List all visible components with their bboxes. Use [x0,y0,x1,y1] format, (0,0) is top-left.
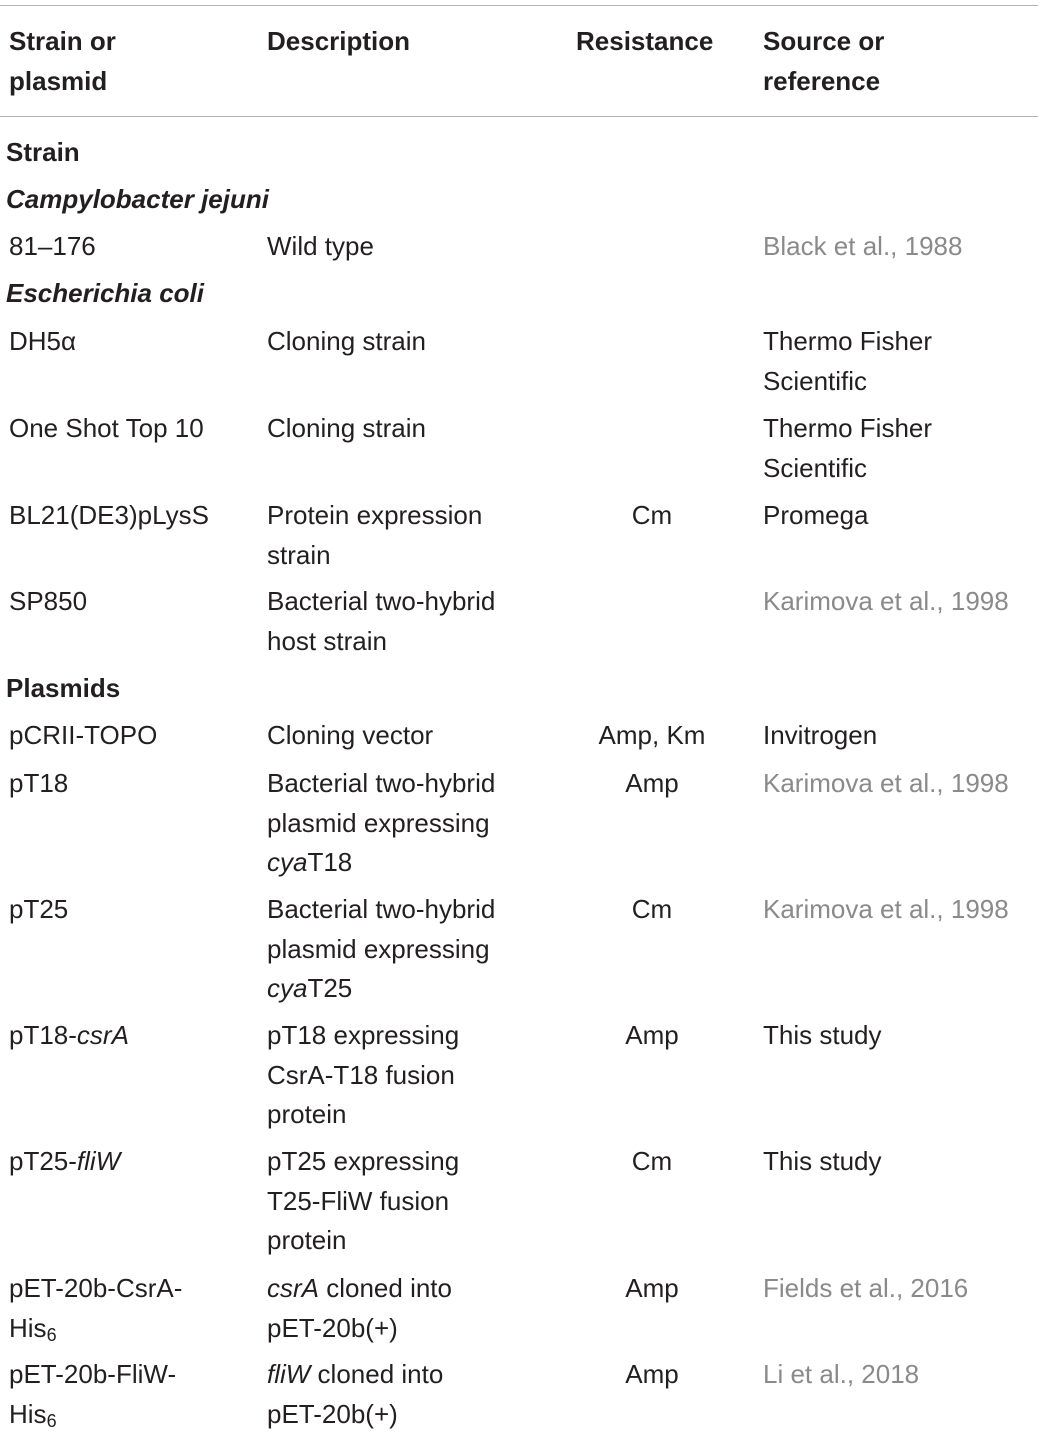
row-reference-link[interactable]: Karimova et al., 1998 [763,586,1009,616]
row-description-line: host strain [267,625,387,656]
section-strain: Strain [6,137,80,167]
header-source-line2: reference [763,65,881,96]
row-description-line: Bacterial two-hybrid [267,894,496,924]
row-name: pT25 [9,894,69,924]
section-campylobacter-jejuni: Campylobacter jejuni [6,184,269,214]
header-rule [0,116,1038,117]
header-strain-or-plasmid-line1: Strain or [9,26,116,56]
row-description-line: fliW cloned into [267,1359,444,1389]
row-description [267,890,495,1009]
top-rule [0,5,1038,6]
section-escherichia-coli: Escherichia coli [6,278,204,308]
row-description-line: pT18 expressing [267,1020,460,1050]
row-source-line: Scientific [763,365,868,396]
row-description-line: cyaT25 [267,973,353,1003]
row-name-line: His$_6$ [9,1312,57,1345]
row-description-line: CsrA-T18 fusion [267,1059,455,1090]
row-description-line: cyaT18 [267,847,353,877]
row-reference-link[interactable]: Fields et al., 2016 [763,1273,969,1303]
row-resistance: Cm [631,1146,673,1176]
gene-name: csrA [267,1273,319,1303]
row-description-line: plasmid expressing [267,933,490,964]
row-name: One Shot Top 10 [9,413,204,443]
row-reference-link[interactable]: Li et al., 2018 [763,1359,920,1389]
row-description-line: Protein expression [267,500,483,530]
row-description-line: protein [267,1225,347,1255]
row-reference-link[interactable]: Black et al., 1988 [763,231,963,261]
row-name [9,1355,176,1434]
row-description: Cloning strain [267,326,426,356]
row-source [763,322,932,401]
header-source [763,22,884,101]
row-description [267,496,482,575]
gene-name: fliW [267,1359,311,1389]
row-name: DH5α [9,326,77,356]
row-description [267,582,495,661]
row-description: Wild type [267,231,374,261]
row-description [267,764,495,883]
row-description [267,1016,459,1135]
row-source: This study [763,1020,882,1050]
row-description-line: csrA cloned into [267,1273,452,1303]
row-name: pCRII-TOPO [9,720,158,750]
row-description-line: Bacterial two-hybrid [267,586,496,616]
header-source-line1: Source or [763,26,885,56]
row-name: pT18-csrA [9,1020,129,1050]
row-name-line: His$_6$ [9,1398,57,1431]
row-resistance: Amp [625,1273,679,1303]
row-resistance: Amp [625,768,679,798]
gene-name: csrA [76,1020,129,1050]
row-name: 81–176 [9,231,96,261]
row-description [267,1269,452,1348]
row-resistance: Cm [631,894,673,924]
header-strain-or-plasmid [9,22,116,101]
header-resistance: Resistance [576,26,714,56]
row-name: pT25-fliW [9,1146,121,1176]
row-description [267,1355,443,1434]
row-name-line: pET-20b-FliW- [9,1359,177,1389]
row-source-line: Scientific [763,452,868,483]
row-description-line: pET-20b(+) [267,1312,398,1343]
row-reference-link[interactable]: Karimova et al., 1998 [763,768,1009,798]
row-source: Invitrogen [763,720,878,750]
row-description-line: plasmid expressing [267,807,490,838]
header-strain-or-plasmid-line2: plasmid [9,65,108,96]
row-source-line: Thermo Fisher [763,413,933,443]
gene-name: fliW [76,1146,121,1176]
row-description-line: protein [267,1099,347,1129]
row-name [9,1269,182,1348]
row-description-line: Bacterial two-hybrid [267,768,496,798]
row-resistance: Amp [625,1020,679,1050]
row-source: This study [763,1146,882,1176]
section-plasmids: Plasmids [6,673,121,703]
row-description-line: pET-20b(+) [267,1398,398,1429]
row-source [763,409,932,488]
row-resistance: Amp, Km [598,720,706,750]
row-source: Promega [763,500,869,530]
header-description: Description [267,26,411,56]
row-description-line: strain [267,539,331,570]
row-reference-link[interactable]: Karimova et al., 1998 [763,894,1009,924]
row-description: Cloning vector [267,720,434,750]
row-name: SP850 [9,586,88,616]
row-description: Cloning strain [267,413,426,443]
row-description-line: pT25 expressing [267,1146,460,1176]
row-resistance: Cm [631,500,673,530]
row-source-line: Thermo Fisher [763,326,933,356]
row-name: BL21(DE3)pLysS [9,500,209,530]
row-name-line: pET-20b-CsrA- [9,1273,183,1303]
gene-name: cya [267,847,308,877]
row-description-line: T25-FliW fusion [267,1185,450,1216]
row-description [267,1142,459,1261]
row-name: pT18 [9,768,69,798]
row-resistance: Amp [625,1359,679,1389]
gene-name: cya [267,973,308,1003]
